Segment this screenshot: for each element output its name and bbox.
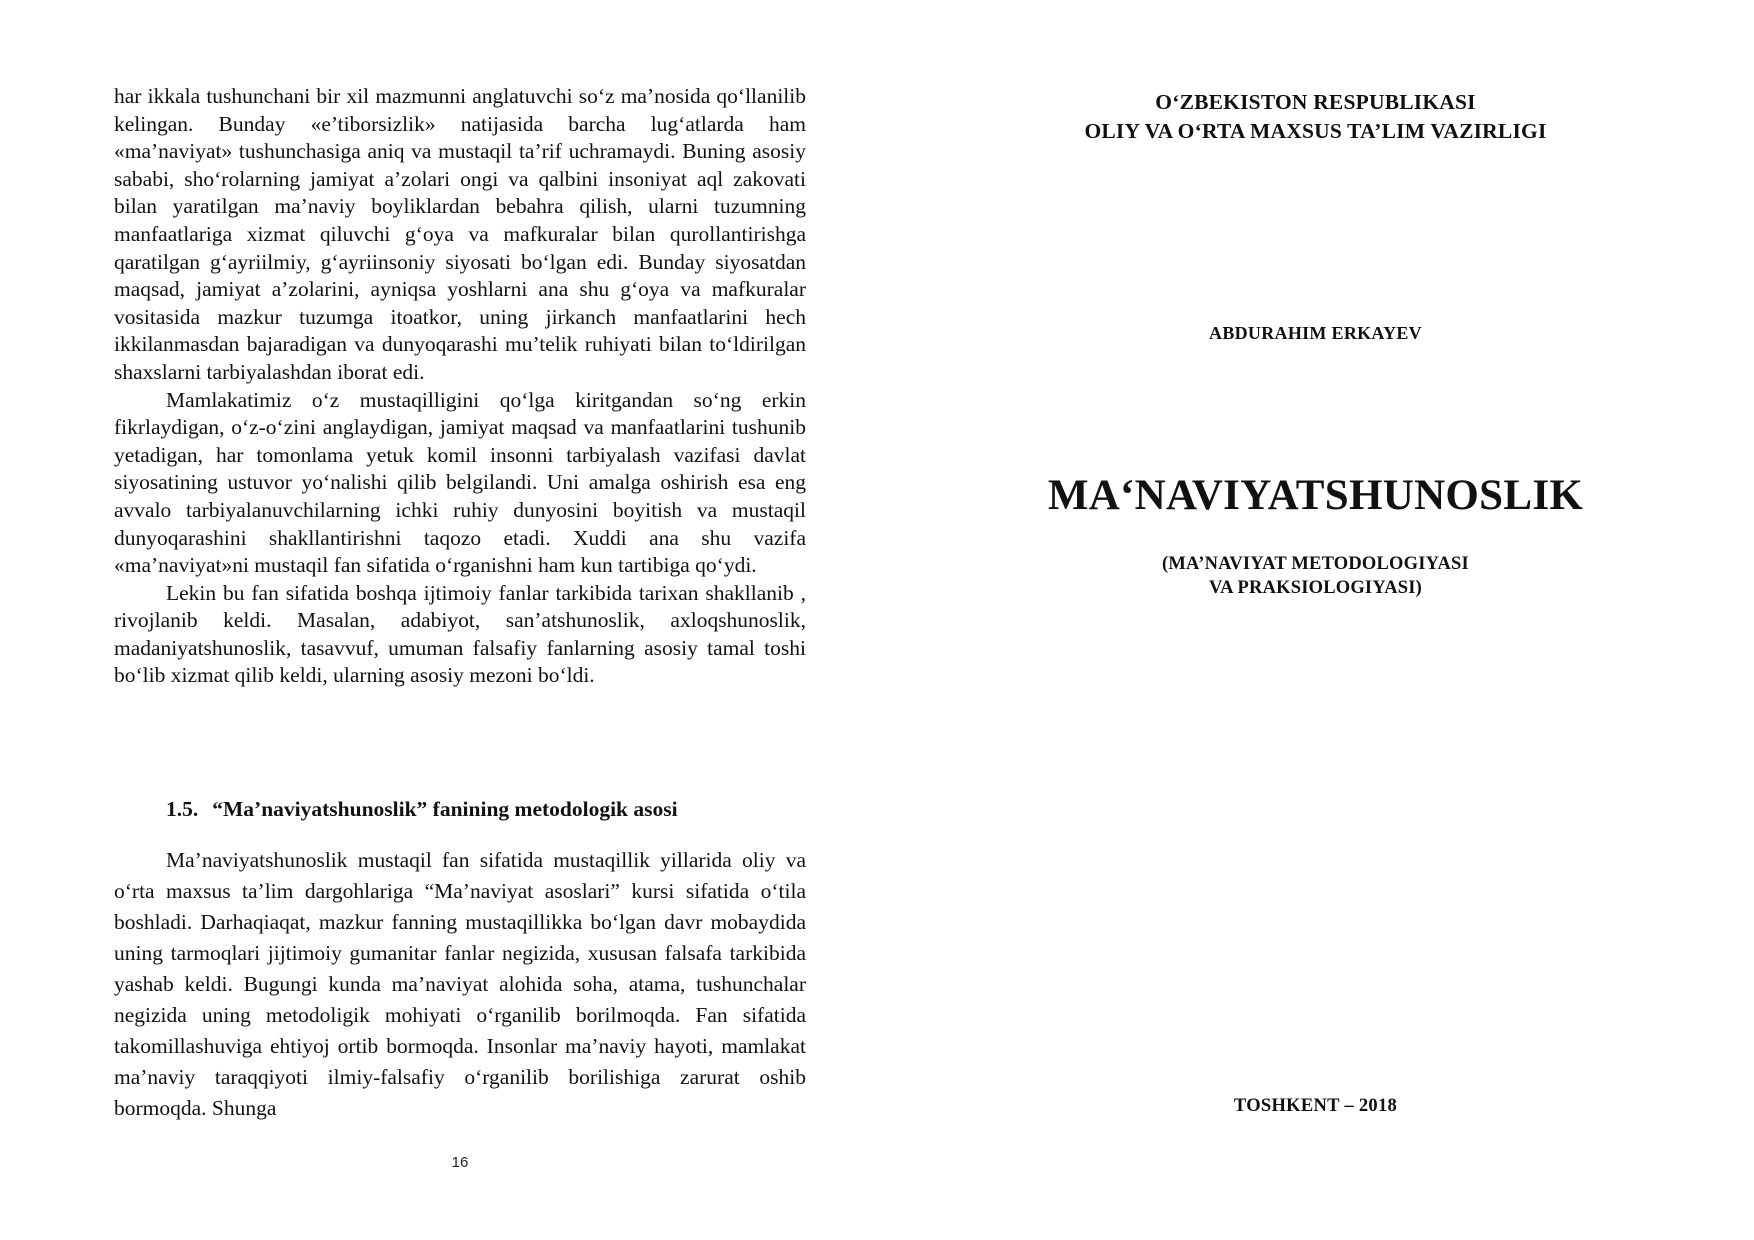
page-number: 16 (451, 1154, 469, 1171)
section-title: “Ma’naviyatshunoslik” fanining metodologik asosi (212, 797, 678, 821)
subtitle-line-1: (MA’NAVIYAT METODOLOGIYASI (1162, 554, 1469, 574)
ministry-line-1: O‘ZBEKISTON RESPUBLIKASI (1155, 90, 1476, 114)
paragraph-2: Mamlakatimiz o‘z mustaqilligini qo‘lga kiritgandan so‘ng erkin fikrlaydigan, o‘z-o‘zini anglaydigan, jamiyat maqsad va manfaatlarini tushunib yetadigan, har tomonlama yetuk komil insonni tarbiyalash vazifasi davlat siyosatining ustuvor yo‘nalishi qilib belgilandi. Uni amalga oshirish esa eng avvalo tarbiyalanuvchilarning ichki ruhiy dunyosini boyitish va mustaqil dunyoqarashini shakllantirishni taqozo etadi. Xuddi ana shu vazifa «ma’naviyat»ni mustaqil fan sifatida o‘rganishni ham kun tartibiga qo‘ydi. (114, 387, 806, 578)
author-name: ABDURAHIM ERKAYEV (1209, 323, 1422, 343)
section-number: 1.5. (166, 797, 199, 821)
book-title: MA‘NAVIYATSHUNOSLIK (1047, 472, 1584, 519)
paragraph-4: Ma’naviyatshunoslik mustaqil fan sifatida mustaqillik yillarida oliy va o‘rta maxsus ta’lim dargohlariga “Ma’naviyat asoslari” kursi sifatida o‘tila boshladi. Darhaqiaqat, mazkur fanning mustaqillikka bo‘lgan davr mobaydida uning tarmoqlari jijtimoiy gumanitar fanlar negizida, xususan falsafa tarkibida yashab keldi. Bugungi kunda ma’naviyat alohida soha, atama, tushunchalar negizida uning metodoligik mohiyati o‘rganilib borilmoqda. Fan sifatida takomillashuviga ehtiyoj ortib bormoqda. Insonlar ma’naviy hayoti, mamlakat ma’naviy taraqqiyoti ilmiy-falsafiy o‘rganilib borilishiga zarurat oshib bormoqda. Shunga (114, 848, 806, 1120)
body-text-upper (114, 83, 806, 690)
book-subtitle (877, 552, 1754, 600)
subtitle-line-2: VA PRAKSIOLOGIYASI) (1208, 578, 1423, 598)
body-text-lower (114, 845, 806, 1124)
section-heading (166, 796, 678, 823)
paragraph-3: Lekin bu fan sifatida boshqa ijtimoiy fanlar tarkibida tarixan shakllanib , rivojlanib keldi. Masalan, adabiyot, san’atshunoslik, axloqshunoslik, madaniyatshunoslik, tasavvuf, umuman falsafiy fanlarning asosiy tamal toshi bo‘lib xizmat qilib keldi, ularning asosiy mezoni bo‘ldi. (114, 580, 806, 688)
imprint: TOSHKENT – 2018 (1233, 1096, 1398, 1116)
ministry-header (877, 88, 1754, 146)
title-page (877, 0, 1754, 1240)
ministry-line-2: OLIY VA O‘RTA MAXSUS TA’LIM VAZIRLIGI (1084, 119, 1547, 143)
paragraph-1: har ikkala tushunchani bir xil mazmunni anglatuvchi so‘z ma’nosida qo‘llanilib kelingan. Bunday «e’tiborsizlik» natijasida barcha lug‘atlarda ham «ma’naviyat» tushunchasiga aniq va mustaqil ta’rif uchramaydi. Buning asosiy sababi, sho‘rolarning jamiyat a’zolari ongi va qalbini insoniyat aql zakovati bilan yaratilgan ma’naviy boyliklardan bebahra qilish, ularni tuzumning manfaatlariga xizmat qiluvchi g‘oya va mafkuralar bilan qurollantirishga qaratilgan g‘ayriilmiy, g‘ayriinsoniy siyosati bo‘lgan edi. Bunday siyosatdan maqsad, jamiyat a’zolarini, ayniqsa yoshlarni ana shu g‘oya va mafkuralar vositasida mazkur tuzumga itoatkor, uning jirkanch manfaatlarini hech ikkilanmasdan bajaradigan va dunyoqarashi mu’telik ruhiyati bilan to‘ldirilgan shaxslarni tarbiyalashdan iborat edi. (114, 84, 806, 384)
